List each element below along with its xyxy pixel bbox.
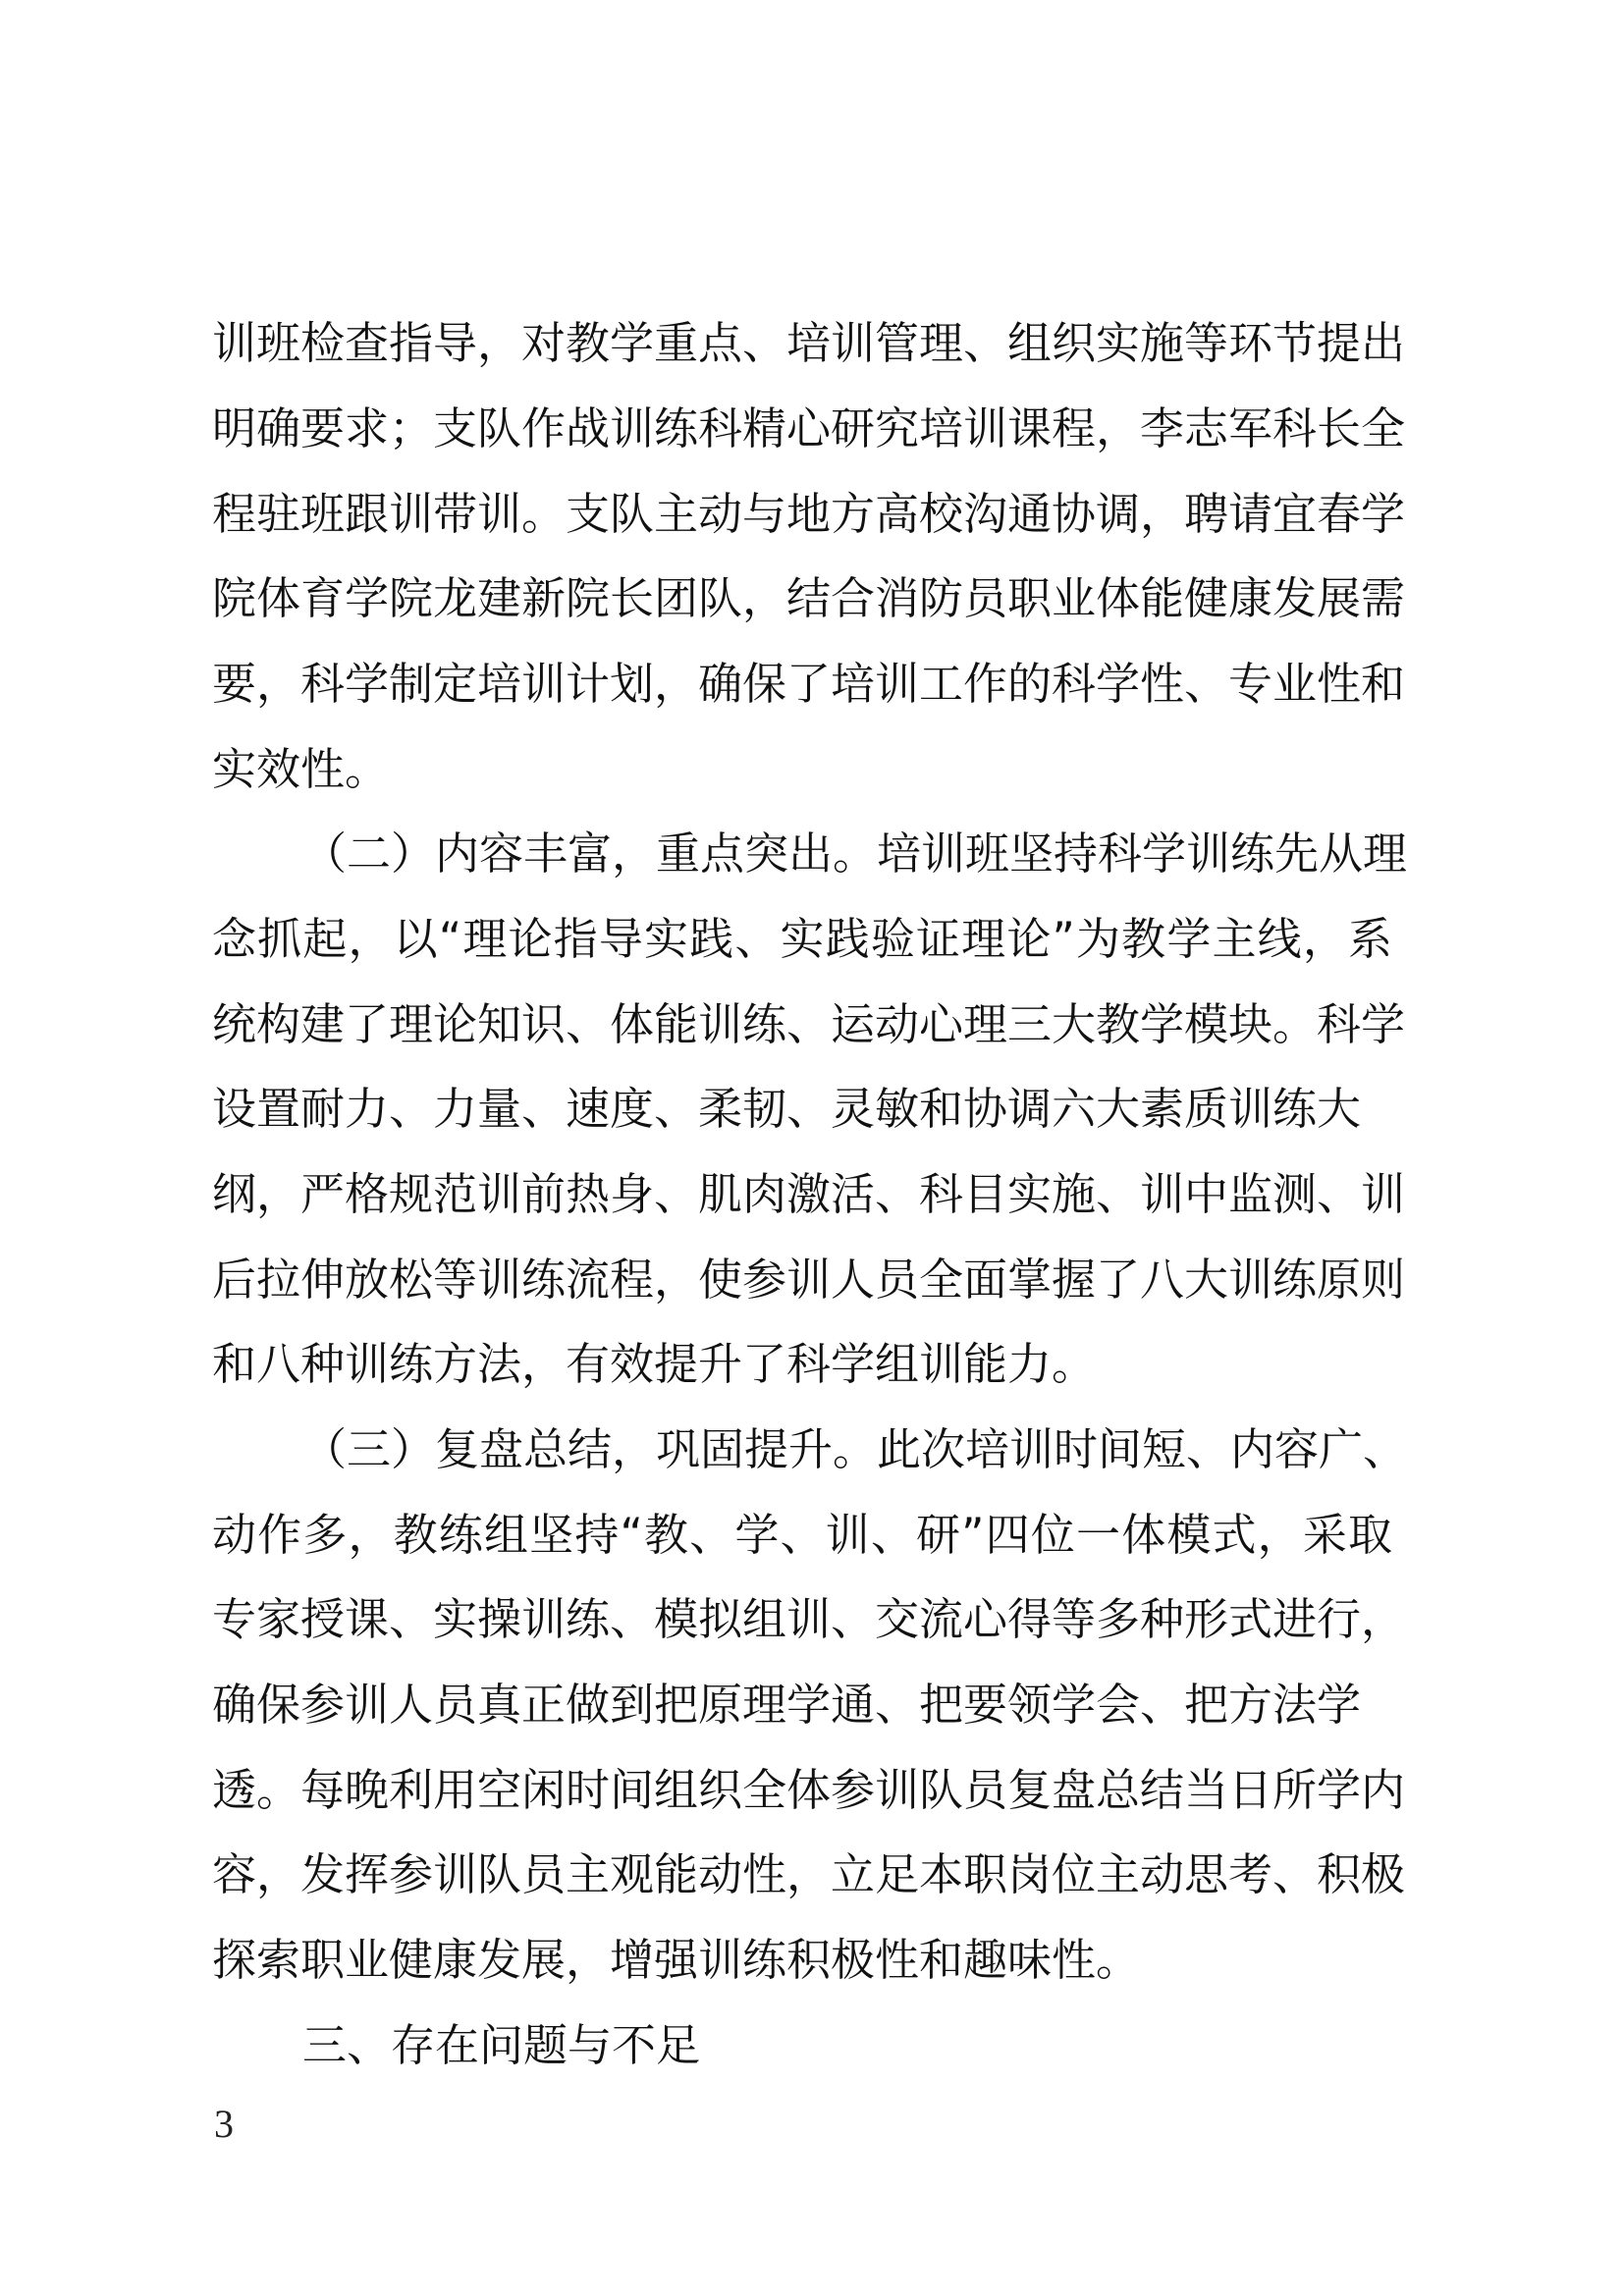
text-line: 后拉伸放松等训练流程，使参训人员全面掌握了八大训练原则: [212, 1254, 1406, 1306]
text-line: 院体育学院龙建新院长团队，结合消防员职业体能健康发展需: [212, 572, 1406, 624]
text-line: 容，发挥参训队员主观能动性，立足本职岗位主动思考、积极: [212, 1848, 1406, 1900]
text-line: 探索职业健康发展，增强训练积极性和趣味性。: [212, 1934, 1141, 1986]
text-line: 统构建了理论知识、体能训练、运动心理三大教学模块。科学: [212, 998, 1406, 1050]
text-line: 要，科学制定培训计划，确保了培训工作的科学性、专业性和: [212, 658, 1406, 710]
text-line: （三）复盘总结，巩固提升。此次培训时间短、内容广、: [302, 1423, 1408, 1475]
text-line: （二）内容丰富，重点突出。培训班坚持科学训练先从理: [302, 828, 1408, 880]
text-line: 明确要求；支队作战训练科精心研究培训课程，李志军科长全: [212, 402, 1406, 454]
text-line: 实效性。: [212, 743, 390, 795]
text-line: 动作多，教练组坚持“教、学、训、研”四位一体模式，采取: [212, 1509, 1392, 1561]
page-number: 3: [214, 2102, 234, 2146]
text-line: 念抓起，以“理论指导实践、实践验证理论”为教学主线，系: [212, 913, 1392, 965]
text-line: 纲，严格规范训前热身、肌肉激活、科目实施、训中监测、训: [212, 1168, 1406, 1220]
section-heading: 三、存在问题与不足: [302, 2019, 701, 2071]
text-line: 透。每晚利用空闲时间组织全体参训队员复盘总结当日所学内: [212, 1764, 1406, 1816]
text-line: 确保参训人员真正做到把原理学通、把要领学会、把方法学: [212, 1679, 1362, 1731]
text-line: 程驻班跟训带训。支队主动与地方高校沟通协调，聘请宜春学: [212, 488, 1406, 540]
text-line: 训班检查指导，对教学重点、培训管理、组织实施等环节提出: [212, 317, 1406, 369]
text-line: 专家授课、实操训练、模拟组训、交流心得等多种形式进行，: [212, 1593, 1406, 1645]
text-line: 设置耐力、力量、速度、柔韧、灵敏和协调六大素质训练大: [212, 1083, 1362, 1135]
text-line: 和八种训练方法，有效提升了科学组训能力。: [212, 1338, 1097, 1390]
